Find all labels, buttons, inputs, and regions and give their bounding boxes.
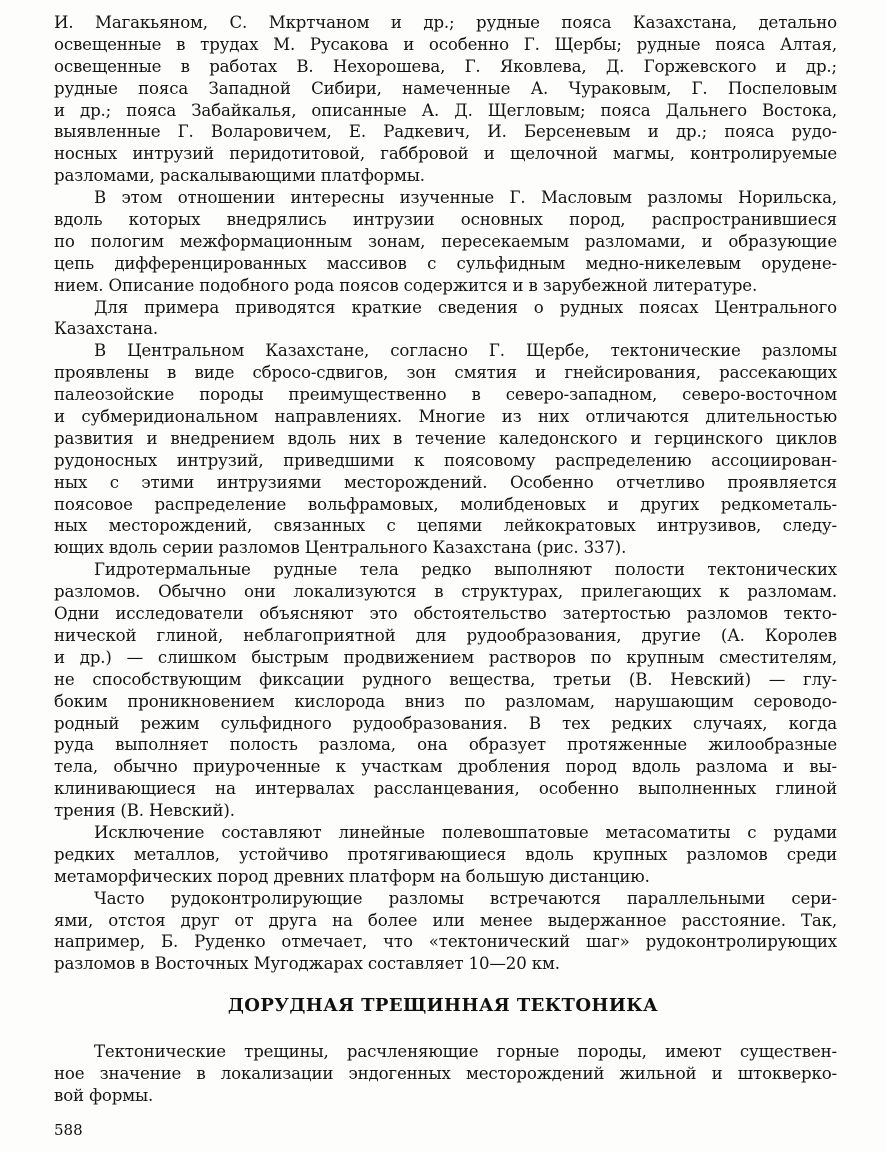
text-line: метаморфических пород древних платформ на большую дистанцию.	[54, 866, 650, 886]
text-line: вдоль которых внедрялись интрузии основных пород, распространившиеся	[54, 210, 837, 230]
text-line: И. Магакьяном, С. Мкртчаном и др.; рудные пояса Казахстана, детально	[54, 13, 837, 32]
paragraph	[54, 1041, 837, 1107]
text-line: например, Б. Руденко отмечает, что «тектонический шаг» рудоконтролирующих	[54, 932, 837, 952]
page-number: 588	[54, 1121, 83, 1139]
text-line: Гидротермальные рудные тела редко выполняют полости тектонических	[94, 560, 837, 580]
text-line: и др.) — слишком быстрым продвижением растворов по крупным сместителям,	[54, 647, 837, 667]
text-line: ющих вдоль серии разломов Центрального Казахстана (рис. 337).	[54, 538, 627, 558]
text-line: нической глиной, неблагоприятной для рудообразования, другие (А. Королев	[54, 625, 837, 645]
text-line: Для примера приводятся краткие сведения о рудных поясах Центрального	[94, 297, 837, 317]
text-line: вой формы.	[54, 1085, 154, 1105]
text-line: разломов в Восточных Мугоджарах составляет 10—20 км.	[54, 954, 560, 974]
text-line: рудные пояса Западной Сибири, намеченные А. Чураковым, Г. Поспеловым	[54, 78, 837, 98]
paragraph	[54, 888, 837, 976]
text-line: В Центральном Казахстане, согласно Г. Щербе, тектонические разломы	[94, 341, 837, 361]
text-line: нием. Описание подобного рода поясов содержится и в зарубежной литературе.	[54, 275, 758, 295]
paragraph	[54, 822, 837, 888]
text-line: ное значение в локализации эндогенных месторождений жильной и штокверко-	[54, 1063, 837, 1083]
text-line: палеозойские породы преимущественно в северо-западном, северо-восточном	[54, 385, 837, 405]
paragraph	[54, 187, 837, 296]
text-line: не способствующим фиксации рудного вещества, третьи (В. Невский) — глу-	[54, 669, 837, 689]
text-line: освещенные в работах В. Нехорошева, Г. Яковлева, Д. Горжевского и др.;	[54, 56, 837, 76]
text-line: ных месторождений, связанных с цепями лейкократовых интрузивов, следу-	[54, 516, 837, 536]
text-line: руда выполняет полость разлома, она образует протяженные жилообразные	[54, 735, 837, 755]
text-line: рудоносных интрузий, приведшими к поясовому распределению ассоциирован-	[54, 450, 837, 470]
main-text-block	[54, 12, 837, 975]
text-line: и др.; пояса Забайкалья, описанные А. Д. Щегловым; пояса Дальнего Востока,	[54, 100, 837, 120]
text-line: Исключение составляют линейные полевошпатовые метасоматиты с рудами	[94, 822, 837, 842]
section-heading: ДОРУДНАЯ ТРЕЩИННАЯ ТЕКТОНИКА	[227, 995, 659, 1016]
text-line: разломов. Обычно они локализуются в структурах, прилегающих к разломам.	[54, 582, 837, 602]
paragraph	[54, 559, 837, 822]
text-line: тела, обычно приуроченные к участкам дробления пород вдоль разлома и вы-	[54, 757, 837, 777]
paragraph	[54, 12, 837, 187]
text-line: проявлены в виде сбросо-сдвигов, зон смятия и гнейсирования, рассекающих	[54, 363, 837, 383]
paragraph	[54, 297, 837, 341]
text-line: и субмеридиональном направлениях. Многие из них отличаются длительностью	[54, 407, 837, 427]
text-line: носных интрузий перидотитовой, габбровой и щелочной магмы, контролируемые	[54, 144, 837, 164]
text-line: освещенные в трудах М. Русакова и особенно Г. Щербы; рудные пояса Алтая,	[54, 34, 837, 54]
text-line: Казахстана.	[54, 319, 158, 339]
text-line: редких металлов, устойчиво протягивающиеся вдоль крупных разломов среди	[54, 844, 837, 864]
text-line: В этом отношении интересны изученные Г. Масловым разломы Норильска,	[94, 188, 837, 208]
text-line: поясовое распределение вольфрамовых, молибденовых и других редкометаль-	[54, 494, 837, 514]
text-line: родный режим сульфидного рудообразования. В тех редких случаях, когда	[54, 713, 837, 733]
text-line: Часто рудоконтролирующие разломы встречаются параллельными сери-	[94, 888, 837, 908]
text-line: Одни исследователи объясняют это обстоятельство затертостью разломов текто-	[54, 604, 837, 624]
text-line: разломами, раскалывающими платформы.	[54, 166, 425, 186]
text-line: по пологим межформационным зонам, пересекаемым разломами, и образующие	[54, 231, 837, 251]
text-line: боким проникновением кислорода вниз по разломам, нарушающим сероводо-	[54, 691, 837, 711]
section-intro-paragraph	[54, 1041, 837, 1107]
text-line: трения (В. Невский).	[54, 801, 235, 821]
text-line: Тектонические трещины, расчленяющие горные породы, имеют существен-	[94, 1042, 837, 1061]
paragraph	[54, 340, 837, 559]
text-line: цепь дифференцированных массивов с сульфидным медно-никелевым орудене-	[54, 253, 837, 273]
text-line: развития и внедрением вдоль них в течение каледонского и герцинского циклов	[54, 428, 837, 448]
text-line: ных с этими интрузиями месторождений. Особенно отчетливо проявляется	[54, 472, 837, 492]
text-line: ями, отстоя друг от друга на более или менее выдержанное расстояние. Так,	[54, 910, 837, 930]
text-line: клинивающиеся на интервалах рассланцевания, особенно выполненных глиной	[54, 779, 837, 799]
text-line: выявленные Г. Воларовичем, Е. Радкевич, И. Берсеневым и др.; пояса рудо-	[54, 122, 837, 142]
